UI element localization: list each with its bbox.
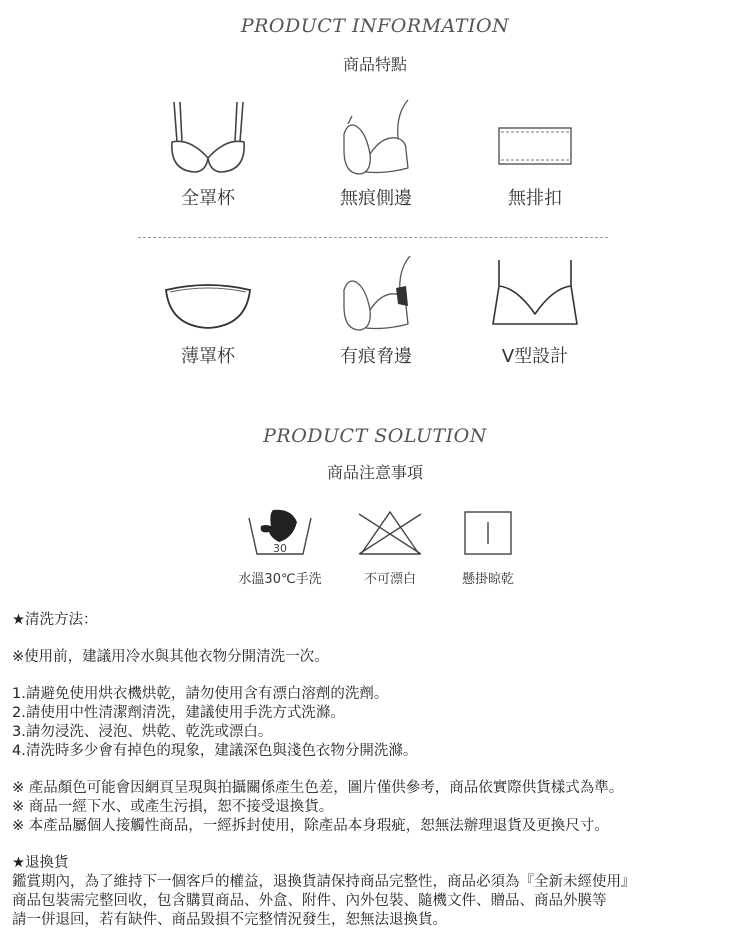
care-hang-dry	[433, 508, 543, 587]
care-no-bleach	[335, 508, 445, 587]
feature-no-clasp	[455, 98, 615, 210]
feature-full-cup	[128, 98, 288, 210]
solution-heading-cn: 商品注意事項	[326, 463, 423, 482]
feature-seamless-side	[296, 98, 456, 210]
solution-heading-en: PRODUCT SOLUTION	[263, 425, 487, 447]
care-label: 不可漂白	[363, 572, 416, 587]
marked-side-icon	[326, 256, 426, 336]
feature-thin-cup	[128, 256, 288, 368]
wash-temperature: 30	[273, 542, 287, 555]
notice: ※ 商品一經下水、或產生污損，恕不接受退換貨。	[12, 799, 334, 815]
return-line: 請一併退回，若有缺件、商品毀損不完整情況發生，恕無法退換貨。	[12, 912, 447, 928]
care-label: 水溫30℃手洗	[238, 572, 322, 587]
return-line: 鑑賞期內，為了維持下一個客戶的權益，退換貨請保持商品完整性，商品必須為『全新未經使用』	[12, 874, 636, 890]
feature-label: 無排扣	[508, 188, 562, 209]
info-heading-cn: 商品特點	[342, 55, 407, 74]
v-shape-icon	[485, 256, 585, 336]
feature-label: 有痕脅邊	[340, 346, 412, 367]
no-bleach-icon	[355, 508, 425, 558]
feature-label: 無痕側邊	[340, 188, 412, 209]
full-cup-bra-icon	[158, 98, 258, 178]
notice: ※ 產品顏色可能會因網頁呈現與拍攝關係產生色差，圖片僅供參考，商品依實際供貨樣式為準。	[12, 780, 624, 796]
feature-divider	[138, 237, 608, 238]
info-heading-en: PRODUCT INFORMATION	[240, 15, 510, 37]
no-clasp-icon	[485, 98, 585, 178]
wash-step: 1.請避免使用烘衣機烘乾，請勿使用含有漂白溶劑的洗劑。	[12, 686, 389, 702]
thin-cup-icon	[158, 256, 258, 336]
feature-label: 薄罩杯	[181, 346, 235, 367]
feature-marked-side	[296, 256, 456, 368]
care-hand-wash	[225, 508, 335, 587]
wash-step: 4.清洗時多少會有掉色的現象，建議深色與淺色衣物分開洗滌。	[12, 743, 418, 759]
care-label: 懸掛晾乾	[461, 572, 514, 587]
feature-label: 全罩杯	[181, 188, 235, 209]
return-title: ★退換貨	[12, 855, 69, 871]
notice: ※ 本產品屬個人接觸性商品，一經拆封使用，除產品本身瑕疵，恕無法辦理退貨及更換尺寸。	[12, 818, 609, 834]
wash-note: ※使用前，建議用冷水與其他衣物分開清洗一次。	[12, 649, 329, 665]
seamless-side-icon	[326, 98, 426, 178]
return-line: 商品包裝需完整回收，包含購買商品、外盒、附件、內外包裝、隨機文件、贈品、商品外膜等	[12, 893, 607, 909]
wash-title: ★清洗方法：	[12, 612, 98, 628]
hand-wash-icon	[245, 508, 315, 558]
wash-step: 2.請使用中性清潔劑清洗，建議使用手洗方式洗滌。	[12, 705, 345, 721]
feature-label: V型設計	[501, 346, 569, 367]
wash-step: 3.請勿浸洗、浸泡、烘乾、乾洗或漂白。	[12, 724, 273, 740]
feature-v-shape	[455, 256, 615, 368]
hang-dry-icon	[453, 508, 523, 558]
